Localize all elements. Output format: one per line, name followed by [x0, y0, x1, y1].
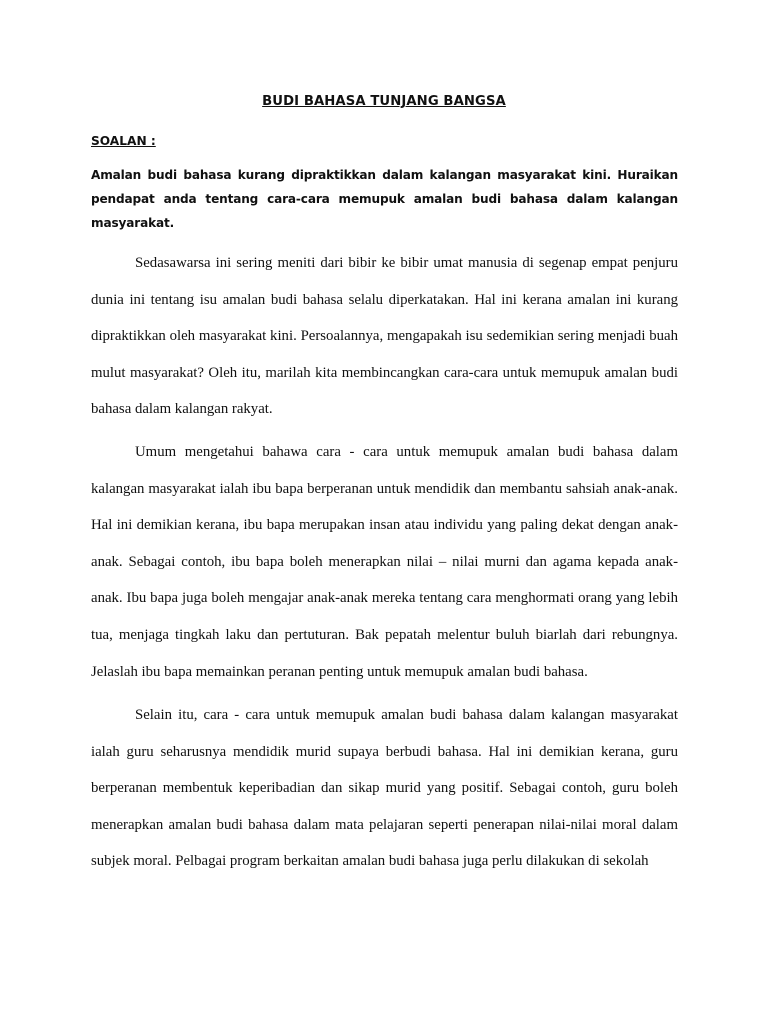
paragraph-teachers: Selain itu, cara - cara untuk memupuk amalan budi bahasa dalam kalangan masyarakat ialah guru seharusnya mendidik murid supaya berbudi bahasa. Hal ini demikian kerana, guru berperanan membentuk keperibadian dan sikap murid yang positif. Sebagai contoh, guru boleh menerapkan amalan budi bahasa dalam mata pelajaran seperti penerapan nilai-nilai moral dalam subjek moral. Pelbagai program berkaitan amalan budi bahasa juga perlu dilakukan di sekolah: [91, 707, 678, 870]
question-label: SOALAN :: [91, 134, 156, 148]
paragraph-introduction: Sedasawarsa ini sering meniti dari bibir ke bibir umat manusia di segenap empat penjuru dunia ini tentang isu amalan budi bahasa selalu diperkatakan. Hal ini kerana amalan ini kurang dipraktikkan oleh masyarakat kini. Persoalannya, mengapakah isu sedemikian sering menjadi buah mulut masyarakat? Oleh itu, marilah kita membincangkan cara-cara untuk memupuk amalan budi bahasa dalam kalangan rakyat.: [91, 255, 678, 418]
question-text: Amalan budi bahasa kurang dipraktikkan dalam kalangan masyarakat kini. Huraikan pendapat anda tentang cara-cara memupuk amalan budi bahasa dalam kalangan masyarakat.: [91, 168, 678, 230]
paragraph-parents: Umum mengetahui bahawa cara - cara untuk memupuk amalan budi bahasa dalam kalangan masyarakat ialah ibu bapa berperanan untuk mendidik dan membantu sahsiah anak-anak. Hal ini demikian kerana, ibu bapa merupakan insan atau individu yang paling dekat dengan anak-anak. Sebagai contoh, ibu bapa boleh menerapkan nilai – nilai murni dan agama kepada anak-anak. Ibu bapa juga boleh mengajar anak-anak mereka tentang cara menghormati orang yang lebih tua, menjaga tingkah laku dan pertuturan. Bak pepatah melentur buluh biarlah dari rebungnya. Jelaslah ibu bapa memainkan peranan penting untuk memupuk amalan budi bahasa.: [91, 444, 678, 680]
document-title: BUDI BAHASA TUNJANG BANGSA: [262, 94, 506, 109]
